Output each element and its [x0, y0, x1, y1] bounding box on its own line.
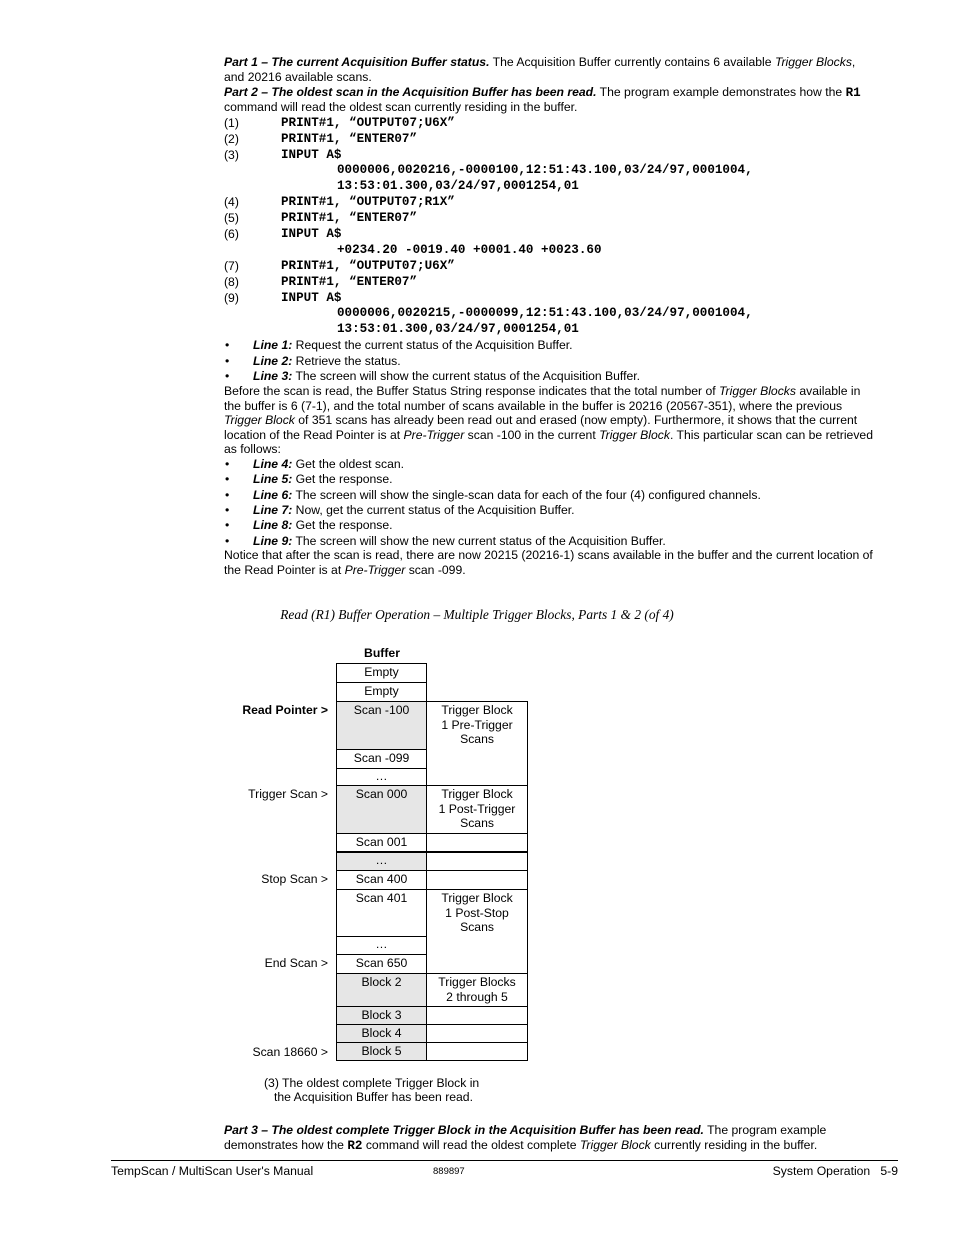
footer-manual-title: TempScan / MultiScan User's Manual	[111, 1164, 314, 1178]
end-scan-label: End Scan >	[264, 956, 328, 970]
r2-command: R2	[347, 1139, 363, 1153]
trigger-scan-label: Trigger Scan >	[248, 787, 328, 801]
group-cell: Trigger Block 1 Post-Trigger Scans	[426, 785, 528, 834]
buffer-cell: Scan -100	[336, 701, 427, 750]
scan-18660-label: Scan 18660 >	[252, 1045, 328, 1059]
part3-line1: Part 3 – The oldest complete Trigger Block in the Acquisition Buffer has been read. The program example	[224, 1123, 827, 1137]
buffer-cell: …	[336, 852, 427, 871]
buffer-cell: Block 5	[336, 1042, 427, 1061]
group-cell: Trigger Blocks 2 through 5	[426, 973, 528, 1007]
group-cell-empty	[426, 870, 528, 890]
buffer-cell: …	[336, 768, 427, 786]
group-cell-empty	[426, 833, 528, 853]
divider	[336, 851, 528, 853]
group-cell-empty	[426, 852, 528, 871]
buffer-cell: Empty	[336, 682, 427, 702]
program-line: (8) PRINT#1, “ENTER07”	[224, 275, 418, 289]
buffer-cell: Scan 000	[336, 785, 427, 834]
buffer-cell: Block 2	[336, 973, 427, 1007]
group-cell-empty	[426, 1006, 528, 1025]
program-output: +0234.20 -0019.40 +0001.40 +0023.60	[337, 243, 602, 257]
part2-line1: Part 2 – The oldest scan in the Acquisition Buffer has been read. The program example demonstrates how the R1	[224, 85, 861, 100]
program-output: 13:53:01.300,03/24/97,0001254,01	[337, 322, 579, 336]
program-line: (5) PRINT#1, “ENTER07”	[224, 211, 418, 225]
program-line: (9) INPUT A$	[224, 291, 342, 305]
footer-rule	[111, 1160, 898, 1161]
program-line: (3) INPUT A$	[224, 148, 342, 162]
part1-line1: Part 1 – The current Acquisition Buffer status. The Acquisition Buffer currently contains 6 available Trigger Blocks,	[224, 55, 856, 69]
buffer-cell: …	[336, 936, 427, 955]
group-cell-empty	[426, 1042, 528, 1061]
stop-scan-label: Stop Scan >	[261, 872, 328, 886]
part3-line2: demonstrates how the R2 command will read the oldest complete Trigger Block currently residing in the buffer.	[224, 1138, 818, 1153]
program-line: (4) PRINT#1, “OUTPUT07;R1X”	[224, 195, 455, 209]
footer-page-number: System Operation 5-9	[772, 1164, 898, 1178]
figure-caption: Read (R1) Buffer Operation – Multiple Trigger Blocks, Parts 1 & 2 (of 4)	[280, 607, 674, 622]
buffer-cell: Scan 400	[336, 870, 427, 890]
group-cell: Trigger Block 1 Pre-Trigger Scans	[426, 701, 528, 786]
group-cell: Trigger Block 1 Post-Stop Scans	[426, 889, 528, 974]
buffer-cell: Block 4	[336, 1024, 427, 1043]
part3-heading: Part 3 – The oldest complete Trigger Block in the Acquisition Buffer has been read.	[224, 1123, 704, 1137]
buffer-cell: Scan 401	[336, 889, 427, 937]
buffer-cell: Block 3	[336, 1006, 427, 1025]
buffer-header: Buffer	[364, 646, 400, 660]
program-output: 0000006,0020215,-0000099,12:51:43.100,03/24/97,0001004,	[337, 306, 753, 320]
program-line: (2) PRINT#1, “ENTER07”	[224, 132, 418, 146]
diagram-note-line2: the Acquisition Buffer has been read.	[274, 1090, 473, 1104]
program-line: (1) PRINT#1, “OUTPUT07;U6X”	[224, 116, 455, 130]
footer-part-number: 889897	[433, 1166, 465, 1177]
buffer-cell: Empty	[336, 663, 427, 683]
buffer-cell: Scan -099	[336, 749, 427, 769]
read-pointer-label: Read Pointer >	[242, 703, 328, 717]
buffer-cell: Scan 001	[336, 833, 427, 853]
program-line: (6) INPUT A$	[224, 227, 342, 241]
r1-command: R1	[845, 86, 861, 100]
part2-line2: command will read the oldest scan currently residing in the buffer.	[224, 100, 578, 114]
buffer-cell: Scan 650	[336, 954, 427, 974]
diagram-note-line1: (3) The oldest complete Trigger Block in	[264, 1076, 480, 1090]
part1-line2: and 20216 available scans.	[224, 70, 372, 84]
part1-heading: Part 1 – The current Acquisition Buffer status.	[224, 55, 490, 69]
part2-heading: Part 2 – The oldest scan in the Acquisition Buffer has been read.	[224, 85, 597, 99]
program-output: 0000006,0020216,-0000100,12:51:43.100,03/24/97,0001004,	[337, 163, 753, 177]
group-cell-empty	[426, 1024, 528, 1043]
program-output: 13:53:01.300,03/24/97,0001254,01	[337, 179, 579, 193]
program-line: (7) PRINT#1, “OUTPUT07;U6X”	[224, 259, 455, 273]
